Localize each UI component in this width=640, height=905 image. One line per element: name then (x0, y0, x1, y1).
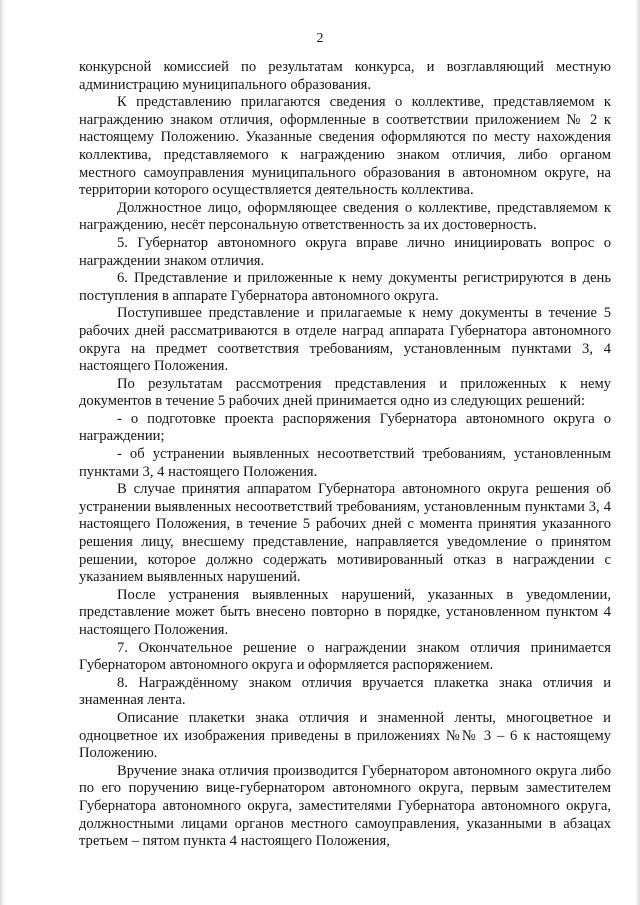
list-item: - о подготовке проекта распоряжения Губернатора автономного округа о награждении; (79, 410, 611, 445)
paragraph: 6. Представление и приложенные к нему документы регистрируются в день поступления в аппарате Губернатора автономного округа. (79, 270, 611, 304)
paragraph: 5. Губернатор автономного округа вправе лично инициировать вопрос о награждении знаком отличия. (79, 234, 611, 269)
paragraph: К представлению прилагаются сведения о коллективе, представляемом к награждению знаком отличия, оформленные в соответствии приложением № 2 к настоящему Положению. Указанные сведения оформляются по месту нахождения коллектива, представляемого к награждению знаком отличия, либо органом местного самоуправления муниципального образования в автономном округе, на территории которого осуществляется деятельность коллектива. (79, 94, 611, 199)
paragraph: Должностное лицо, оформляющее сведения о коллективе, представляемом к награждению, несёт персональную ответственность за их достоверность. (79, 199, 611, 234)
paragraph: Описание плакетки знака отличия и знаменной ленты, многоцветное и одноцветное их изображения приведены в приложениях №№ 3 – 6 к настоящему Положению. (79, 709, 611, 762)
scan-edge-right (634, 0, 640, 905)
paragraph: конкурсной комиссией по результатам конкурса, и возглавляющий местную администрацию муниципального образования. (79, 59, 611, 93)
paragraph: Поступившее представление и прилагаемые к нему документы в течение 5 рабочих дней рассматриваются в отделе наград аппарата Губернатора автономного округа на предмет соответствия требованиям, установленным пунктами 3, 4 настоящего Положения. (79, 305, 611, 375)
paragraph: По результатам рассмотрения представления и приложенных к нему документов в течение 5 рабочих дней принимается одно из следующих решений: (79, 375, 611, 410)
list-item: - об устранении выявленных несоответствий требованиям, установленным пунктами 3, 4 настоящего Положения. (79, 446, 611, 480)
document-body (79, 59, 611, 851)
scan-edge-left (0, 0, 6, 905)
paragraph: После устранения выявленных нарушений, указанных в уведомлении, представление может быть внесено повторно в порядке, установленном пунктом 4 настоящего Положения. (79, 586, 611, 638)
paragraph: В случае принятия аппаратом Губернатора автономного округа решения об устранении выявленных несоответствий требованиям, установленным пунктами 3, 4 настоящего Положения, в течение 5 рабочих дней с момента принятия указанного решения лицу, внесшему представление, направляется уведомление о принятом решении, которое должно содержать мотивированный отказ в награждении с указанием выявленных нарушений. (79, 481, 611, 586)
page-number: 2 (316, 31, 324, 46)
paragraph: 7. Окончательное решение о награждении знаком отличия принимается Губернатором автономного округа и оформляется распоряжением. (79, 639, 611, 674)
paragraph: 8. Награждённому знаком отличия вручается плакетка знака отличия и знаменная лента. (79, 674, 611, 709)
paragraph: Вручение знака отличия производится Губернатором автономного округа либо по его поручению вице-губернатором автономного округа, первым заместителем Губернатора автономного округа, заместителями Губернатора автономного округа, должностными лицами органов местного самоуправления, указанными в абзацах третьем – пятом пункта 4 настоящего Положения, (79, 762, 611, 850)
